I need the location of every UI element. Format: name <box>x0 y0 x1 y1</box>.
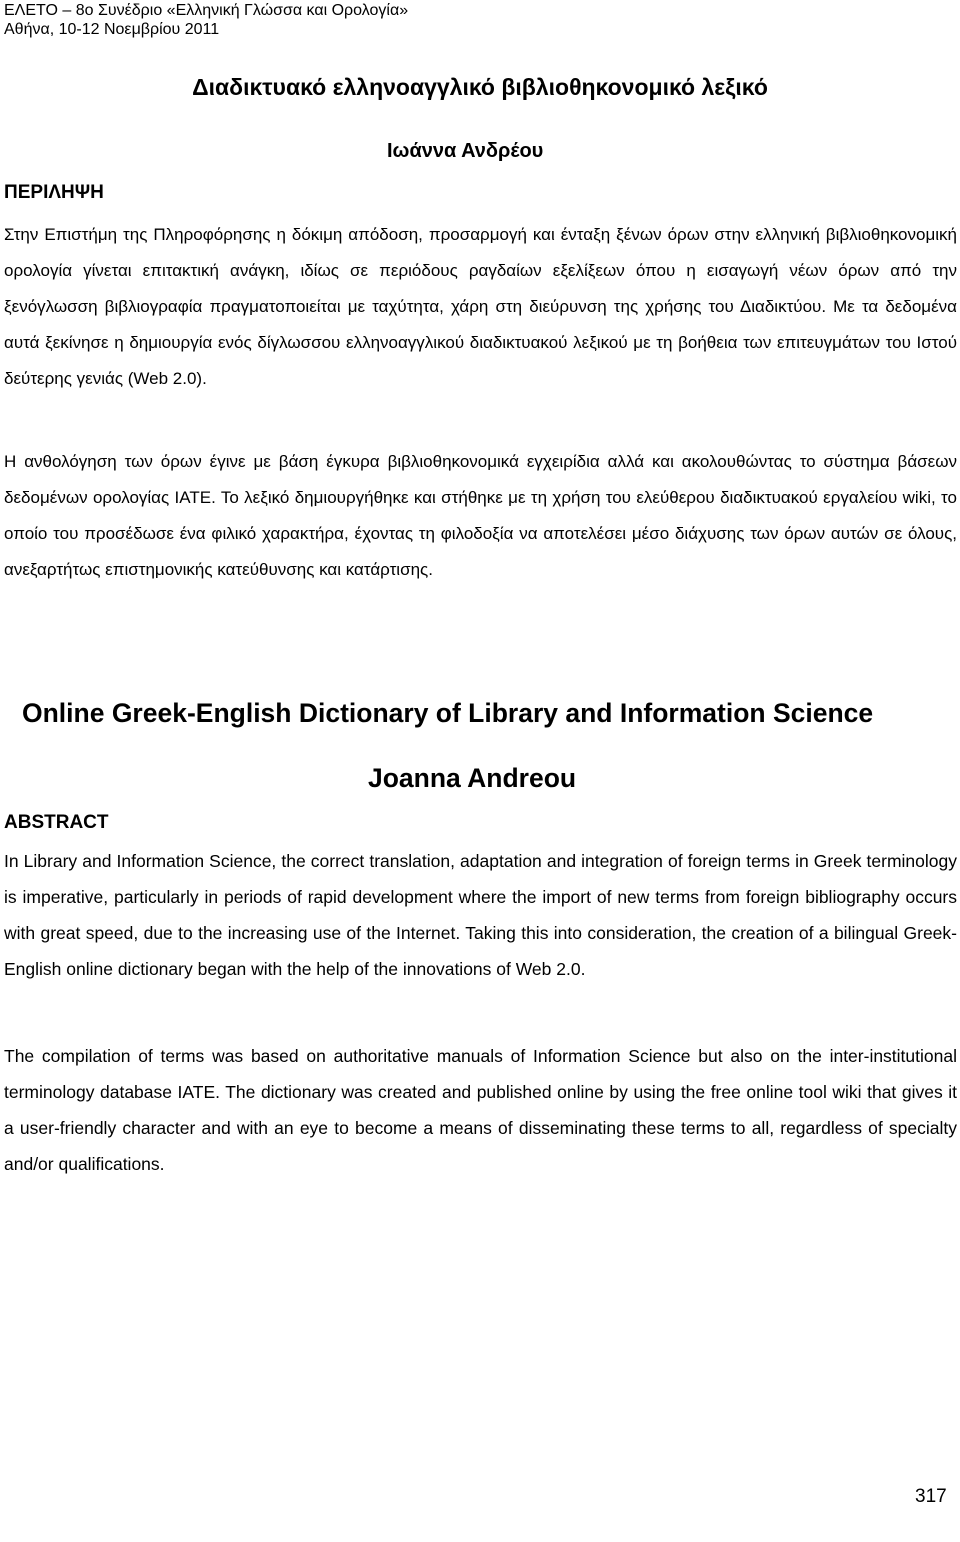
greek-abstract-heading: ΠΕΡΙΛΗΨΗ <box>4 182 104 203</box>
english-abstract-paragraph-2: The compilation of terms was based on authoritative manuals of Information Science but also on the inter-institutional terminology database IATE. The dictionary was created and published online by using the free online tool wiki that gives it a user-friendly character and with an eye to become a means of disseminating these terms to all, regardless of specialty and/or qualifications. <box>4 1046 957 1174</box>
greek-abstract-paragraph-2: Η ανθολόγηση των όρων έγινε με βάση έγκυρα βιβλιοθηκονομικά εγχειρίδια αλλά και ακολουθώντας το σύστημα βάσεων δεδομένων ορολογίας ΙΑΤΕ. Το λεξικό δημιουργήθηκε και στήθηκε με τη χρήση του ελεύθερου διαδικτυακού εργαλείου wiki, το οποίο του προσέδωσε ένα φιλικό χαρακτήρα, έχοντας τη φιλοδοξία να αποτελέσει μέσο διάχυσης των όρων αυτών σε όλους, ανεξαρτήτως επιστημονικής κατεύθυνσης και κατάρτισης. <box>4 452 957 579</box>
english-author: Joanna Andreou <box>368 763 577 793</box>
greek-title: Διαδικτυακό ελληνοαγγλικό βιβλιοθηκονομικό λεξικό <box>192 74 768 100</box>
conference-header-line-2: Αθήνα, 10-12 Νοεμβρίου 2011 <box>4 21 220 38</box>
english-abstract-heading: ABSTRACT <box>4 812 109 833</box>
greek-author: Ιωάννα Ανδρέου <box>387 140 544 162</box>
page-number: 317 <box>915 1486 947 1507</box>
conference-header-line-1: ΕΛΕΤΟ – 8ο Συνέδριο «Ελληνική Γλώσσα και Ορολογία» <box>4 2 409 19</box>
english-title: Online Greek-English Dictionary of Library and Information Science <box>22 698 874 728</box>
english-abstract-paragraph-1: In Library and Information Science, the correct translation, adaptation and integration of foreign terms in Greek terminology is imperative, particularly in periods of rapid development where the import of new terms from foreign bibliography occurs with great speed, due to the increasing use of the Internet. Taking this into consideration, the creation of a bilingual Greek-English online dictionary began with the help of the innovations of Web 2.0. <box>4 851 957 979</box>
greek-abstract-paragraph-1: Στην Επιστήμη της Πληροφόρησης η δόκιμη απόδοση, προσαρμογή και ένταξη ξένων όρων στην ελληνική βιβλιοθηκονομική ορολογία γίνεται επιτακτική ανάγκη, ιδίως σε περιόδους ραγδαίων εξελίξεων όπου η εισαγωγή νέων όρων από την ξενόγλωσση βιβλιογραφία πραγματοποιείται με ταχύτητα, χάρη στη διεύρυνση της χρήσης του Διαδικτύου. Με τα δεδομένα αυτά ξεκίνησε η δημιουργία ενός δίγλωσσου ελληνοαγγλικού διαδικτυακού λεξικού με τη βοήθεια των επιτευγμάτων του Ιστού δεύτερης γενιάς (Web 2.0). <box>4 225 957 388</box>
